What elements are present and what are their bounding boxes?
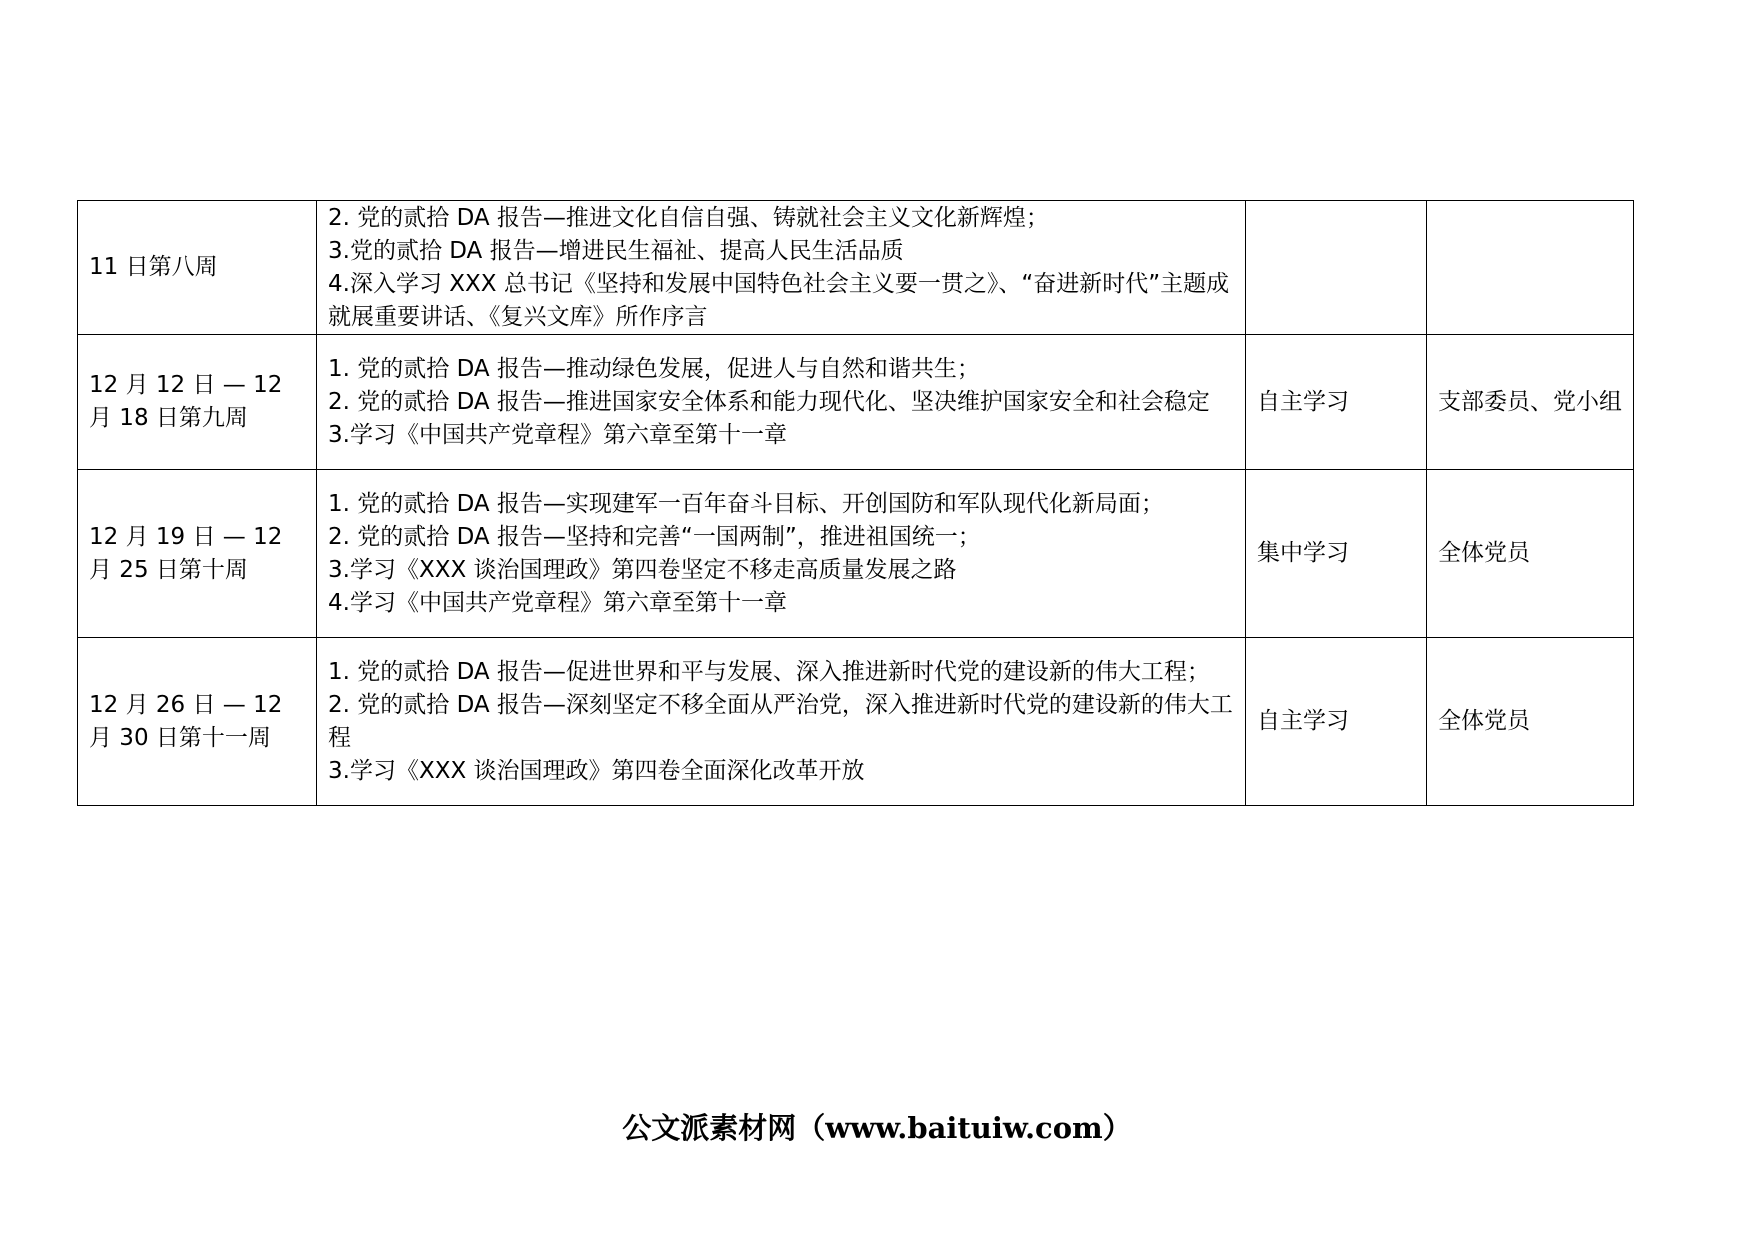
period-cell: 11 日第八周 [78, 201, 317, 335]
participants-cell: 支部委员、党小组 [1427, 335, 1634, 470]
study-item: 3.学习《中国共产党章程》第六章至第十一章 [328, 421, 787, 448]
table-row [78, 470, 1634, 638]
study-schedule-table [77, 200, 1634, 806]
study-item: 1. 党的贰拾 DA 报告—推动绿色发展，促进人与自然和谐共生； [328, 355, 980, 382]
content-cell [317, 335, 1246, 470]
form-cell: 自主学习 [1246, 638, 1427, 806]
period-cell: 12 月 26 日 — 12 月 30 日第十一周 [78, 638, 317, 806]
table-row [78, 201, 1634, 335]
participants-cell: 全体党员 [1427, 638, 1634, 806]
study-item: 3.学习《XXX 谈治国理政》第四卷全面深化改革开放 [328, 757, 865, 784]
footer-source-text: 公文派素材网（www.baituiw.com） [622, 1111, 1132, 1145]
form-cell: 自主学习 [1246, 335, 1427, 470]
table-row [78, 335, 1634, 470]
study-item: 2. 党的贰拾 DA 报告—坚持和完善“一国两制”，推进祖国统一； [328, 523, 981, 550]
study-item: 1. 党的贰拾 DA 报告—实现建军一百年奋斗目标、开创国防和军队现代化新局面； [328, 490, 1164, 517]
study-item: 3.学习《XXX 谈治国理政》第四卷坚定不移走高质量发展之路 [328, 556, 957, 583]
study-item: 2. 党的贰拾 DA 报告—推进文化自信自强、铸就社会主义文化新辉煌； [328, 204, 1049, 231]
study-item: 2. 党的贰拾 DA 报告—推进国家安全体系和能力现代化、坚决维护国家安全和社会稳定 [328, 388, 1210, 415]
content-cell [317, 470, 1246, 638]
study-item: 2. 党的贰拾 DA 报告—深刻坚定不移全面从严治党，深入推进新时代党的建设新的伟大工程 [328, 691, 1233, 751]
form-cell: 集中学习 [1246, 470, 1427, 638]
period-cell: 12 月 12 日 — 12 月 18 日第九周 [78, 335, 317, 470]
study-item: 1. 党的贰拾 DA 报告—促进世界和平与发展、深入推进新时代党的建设新的伟大工程； [328, 658, 1210, 685]
participants-cell: 全体党员 [1427, 470, 1634, 638]
study-item: 4.学习《中国共产党章程》第六章至第十一章 [328, 589, 787, 616]
period-cell: 12 月 19 日 — 12 月 25 日第十周 [78, 470, 317, 638]
study-item: 4.深入学习 XXX 总书记《坚持和发展中国特色社会主义要一贯之》、“奋进新时代”主题成就展重要讲话、《复兴文库》所作序言 [328, 270, 1230, 330]
content-cell [317, 201, 1246, 335]
content-cell [317, 638, 1246, 806]
table-row [78, 638, 1634, 806]
participants-cell [1427, 201, 1634, 335]
study-item: 3.党的贰拾 DA 报告—增进民生福祉、提高人民生活品质 [328, 237, 904, 264]
form-cell [1246, 201, 1427, 335]
